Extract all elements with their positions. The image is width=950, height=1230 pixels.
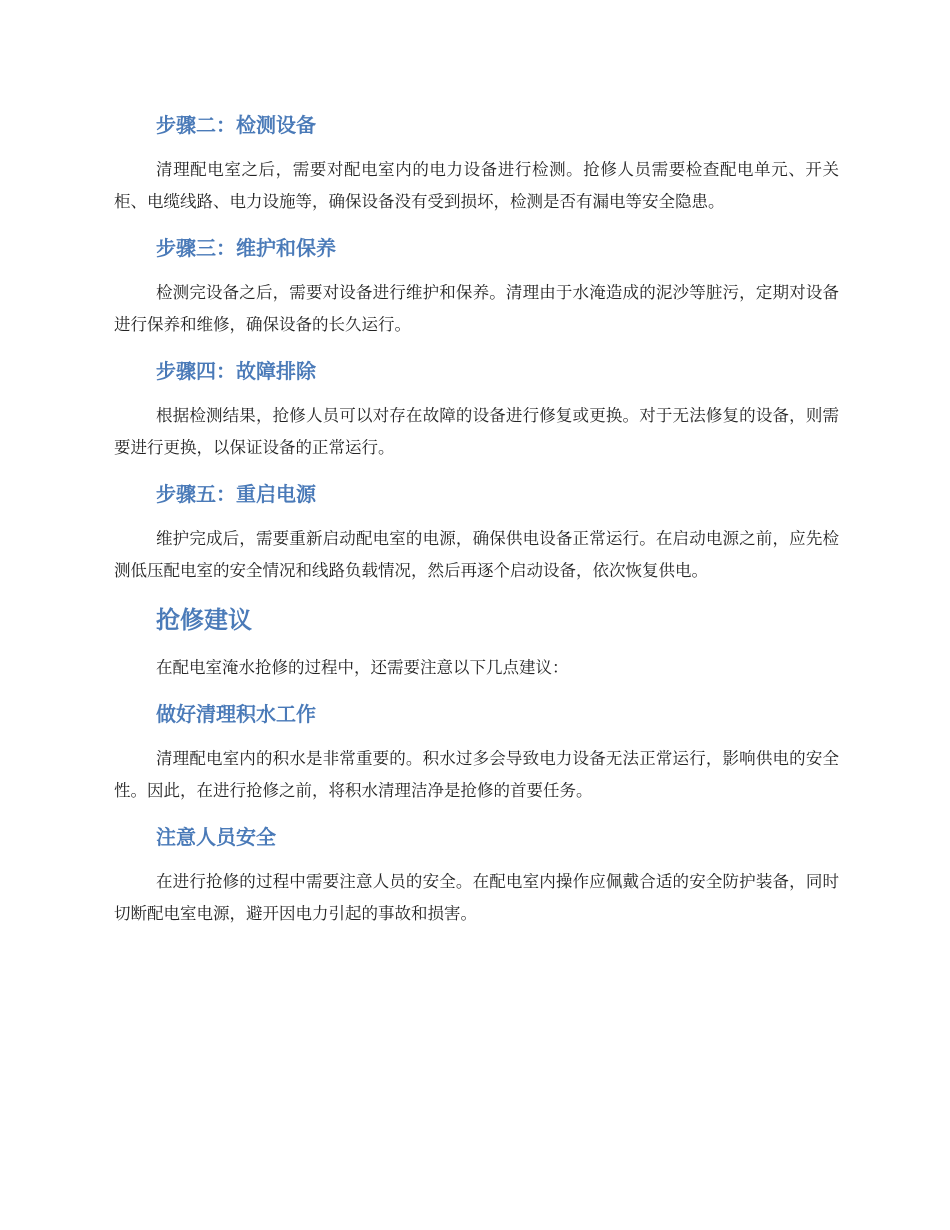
section-heading-step3: 步骤三：维护和保养 — [156, 236, 336, 260]
advice-intro: 在配电室淹水抢修的过程中，还需要注意以下几点建议： — [156, 658, 569, 677]
advice-item-paragraph-safety: 在进行抢修的过程中需要注意人员的安全。在配电室内操作应佩戴合适的安全防护装备，同时切断配电室电源，避开因电力引起的事故和损害。 — [114, 872, 839, 923]
advice-item-heading-safety: 注意人员安全 — [156, 825, 276, 849]
advice-heading: 抢修建议 — [156, 606, 252, 634]
advice-item-heading-water: 做好清理积水工作 — [156, 702, 316, 726]
advice-item-paragraph-water: 清理配电室内的积水是非常重要的。积水过多会导致电力设备无法正常运行，影响供电的安全性。因此，在进行抢修之前，将积水清理洁净是抢修的首要任务。 — [114, 749, 839, 800]
document-body — [114, 108, 839, 930]
section-paragraph-step4: 根据检测结果，抢修人员可以对存在故障的设备进行修复或更换。对于无法修复的设备，则需要进行更换，以保证设备的正常运行。 — [114, 406, 839, 457]
section-paragraph-step5: 维护完成后，需要重新启动配电室的电源，确保供电设备正常运行。在启动电源之前，应先检测低压配电室的安全情况和线路负载情况，然后再逐个启动设备，依次恢复供电。 — [114, 529, 839, 580]
section-paragraph-step3: 检测完设备之后，需要对设备进行维护和保养。清理由于水淹造成的泥沙等脏污，定期对设备进行保养和维修，确保设备的长久运行。 — [114, 283, 839, 334]
section-heading-step4: 步骤四：故障排除 — [156, 359, 316, 383]
section-heading-step5: 步骤五：重启电源 — [156, 482, 316, 506]
section-heading-step2: 步骤二：检测设备 — [156, 113, 316, 137]
section-paragraph-step2: 清理配电室之后，需要对配电室内的电力设备进行检测。抢修人员需要检查配电单元、开关柜、电缆线路、电力设施等，确保设备没有受到损坏，检测是否有漏电等安全隐患。 — [114, 160, 839, 211]
